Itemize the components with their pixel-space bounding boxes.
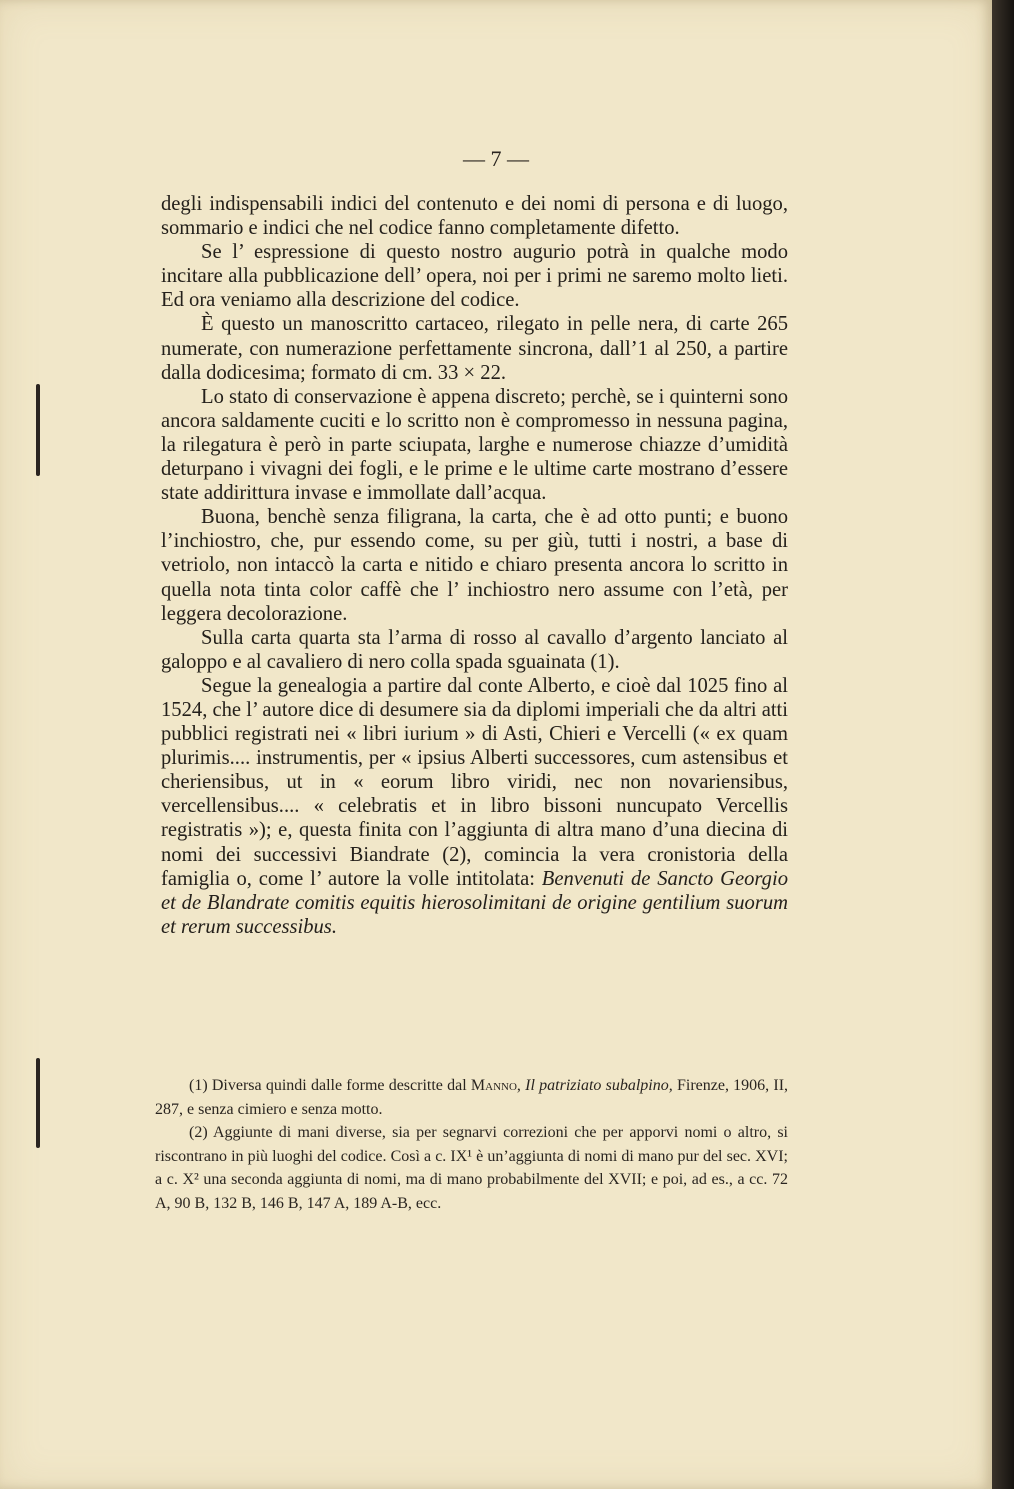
binding-mark	[36, 384, 40, 476]
paragraph: Se l’ espressione di questo nostro augurio potrà in qualche modo incitare alla pubblicazione dell’ opera, noi per i primi ne saremo molto lieti. Ed ora veniamo alla descrizione del codice.	[161, 241, 788, 312]
footnote-text: Firenze, 1906, II, 287, e senza cimiero e senza motto.	[155, 1077, 789, 1118]
paragraph-text: Segue la genealogia a partire dal conte Alberto, e cioè dal 1025 fino al 1524, che l’ autore dice di desumere sia da diplomi imperiali che da altri atti pubblici registrati nei « libri iurium » di Asti, Chieri e Vercelli (« ex quam plurimis.... instrumentis, per « ipsius Alberti successores, cum astensibus et cheriensibus, ut in « eorum libro viridi, nec non novariensibus, vercellensibus.... « celebratis et in libro bissoni nuncupato Vercellis registratis »); e, questa finita con l’aggiunta di altra mano d’una diecina di nomi dei successivi Biandrate (2), comincia la vera cronistoria della famiglia o, come l’ autore la volle intitolata:	[161, 674, 788, 890]
footnote-1	[155, 1074, 788, 1121]
main-text	[161, 192, 788, 939]
footnotes	[155, 1074, 788, 1216]
paragraph-last	[161, 674, 788, 939]
paragraph: Lo stato di conservazione è appena discreto; perchè, se i quinterni sono ancora saldamente cuciti e lo scritto non è compromesso in nessuna pagina, la rilegatura è però in parte sciupata, larghe e numerose chiazze d’umidità deturpano i vivagni dei fogli, e le prime e le ultime carte mostrano d’essere state addirittura invase e immollate dall’acqua.	[161, 385, 788, 505]
page-edge	[992, 0, 1014, 1489]
paragraph: degli indispensabili indici del contenuto e dei nomi di persona e di luogo, sommario e indici che nel codice fanno completamente difetto.	[161, 193, 788, 240]
paragraph: Buona, benchè senza filigrana, la carta, che è ad otto punti; e buono l’inchiostro, che, pur essendo come, su per giù, tutti i nostri, a base di vetriolo, non intaccò la carta e nitido e chiaro presenta ancora lo scritto in quella nota tinta color caffè che l’ inchiostro nero assume con l’età, per leggera decolorazione.	[161, 506, 788, 625]
binding-mark	[36, 1058, 40, 1148]
footnote-author: Manno,	[470, 1077, 521, 1094]
paragraph: È questo un manoscritto cartaceo, rilegato in pelle nera, di carte 265 numerate, con numerazione perfettamente sincrona, dall’1 al 250, a partire dalla dodicesima; formato di cm. 33 × 22.	[161, 313, 788, 384]
footnote-2: (2) Aggiunte di mani diverse, sia per segnarvi correzioni che per apporvi nomi o altro, si riscontrano in più luoghi del codice. Così a c. IX¹ è un’aggiunta di nomi di mano pur del sec. XVI; a c. X² una seconda aggiunta di nomi, ma di mano probabilmente del XVII; e poi, ad es., a cc. 72 A, 90 B, 132 B, 146 B, 147 A, 189 A-B, ecc.	[155, 1124, 788, 1212]
paragraph: Sulla carta quarta sta l’arma di rosso al cavallo d’argento lanciato al galoppo e al cavaliero di nero colla spada sguainata (1).	[161, 626, 788, 673]
work-title: Benvenuti de Sancto Georgio et de Blandrate comitis equitis hierosolimitani de origine gentilium suorum et rerum successibus.	[161, 867, 788, 938]
footnote-title: Il patriziato subalpino,	[525, 1077, 673, 1094]
page-number: — 7 —	[463, 146, 529, 171]
footnote-text: (1) Diversa quindi dalle forme descritte dal	[189, 1077, 467, 1094]
